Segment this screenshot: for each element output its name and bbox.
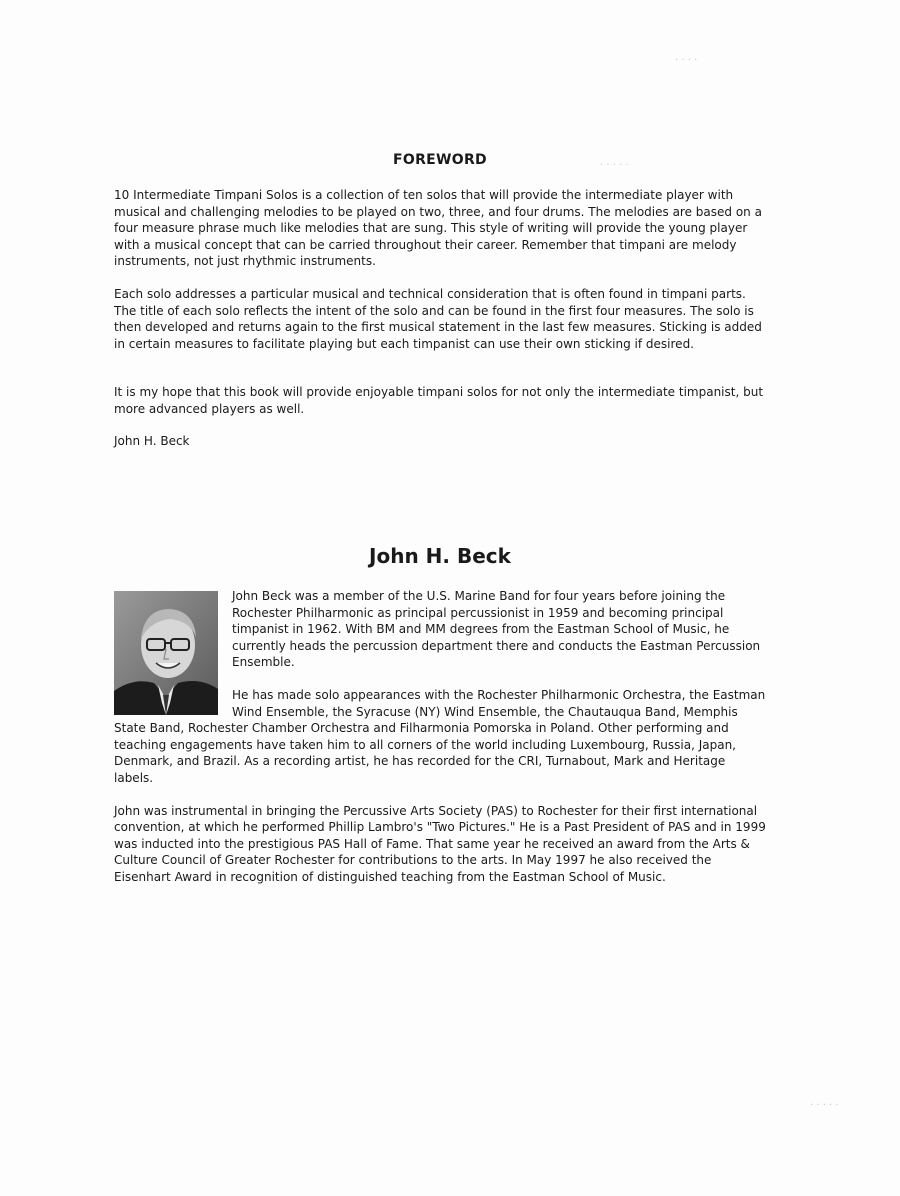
foreword-title: FOREWORD	[393, 152, 487, 168]
scan-noise: · · · ·	[675, 55, 698, 66]
bio-title: John H. Beck	[369, 544, 511, 568]
foreword-paragraph-3: It is my hope that this book will provide enjoyable timpani solos for not only the intermediate timpanist, but more advanced players as well.	[114, 385, 764, 416]
foreword-signature: John H. Beck	[114, 434, 190, 448]
scan-noise: · · · · ·	[810, 1100, 839, 1111]
bio-section	[114, 588, 766, 902]
bio-paragraph-2: He has made solo appearances with the Rochester Philharmonic Orchestra, the Eastman Wind Ensemble, the Syracuse (NY) Wind Ensemble, the Chautauqua Band, Memphis State Band, Rochester Chamber Orchestra and Filharmonia Pomorska in Poland. Other performing and teaching engagements have taken him to all corners of the world including Luxembourg, Russia, Japan, Denmark, and Brazil. As a recording artist, he has recorded for the CRI, Turnabout, Mark and Heritage labels.	[114, 687, 766, 785]
bio-paragraph-3: John was instrumental in bringing the Percussive Arts Society (PAS) to Rochester for their first international convention, at which he performed Phillip Lambro's "Two Pictures." He is a Past President of PAS and in 1999 was inducted into the prestigious PAS Hall of Fame. That same year he received an award from the Arts & Culture Council of Greater Rochester for contributions to the arts. In May 1997 he also received the Eisenhart Award in recognition of distinguished teaching from the Eastman School of Music.	[114, 803, 766, 884]
foreword-paragraph-2: Each solo addresses a particular musical and technical consideration that is often found in timpani parts. The title of each solo reflects the intent of the solo and can be found in the first four measures. The solo is then developed and returns again to the first musical statement in the last few measures. Sticking is added in certain measures to facilitate playing but each timpanist can use their own sticking if desired.	[114, 287, 762, 351]
bio-paragraph-1: John Beck was a member of the U.S. Marine Band for four years before joining the Rochester Philharmonic as principal percussionist in 1959 and becoming principal timpanist in 1962. With BM and MM degrees from the Eastman School of Music, he currently heads the percussion department there and conducts the Eastman Percussion Ensemble.	[232, 589, 761, 670]
foreword-paragraph-1: 10 Intermediate Timpani Solos is a collection of ten solos that will provide the intermediate player with musical and challenging melodies to be played on two, three, and four drums. The melodies are based on a four measure phrase much like melodies that are sung. This style of writing will provide the young player with a musical concept that can be carried throughout their career. Remember that timpani are melody instruments, not just rhythmic instruments.	[114, 188, 762, 269]
portrait-photo	[114, 591, 218, 715]
scan-noise: · · · · ·	[600, 160, 629, 171]
